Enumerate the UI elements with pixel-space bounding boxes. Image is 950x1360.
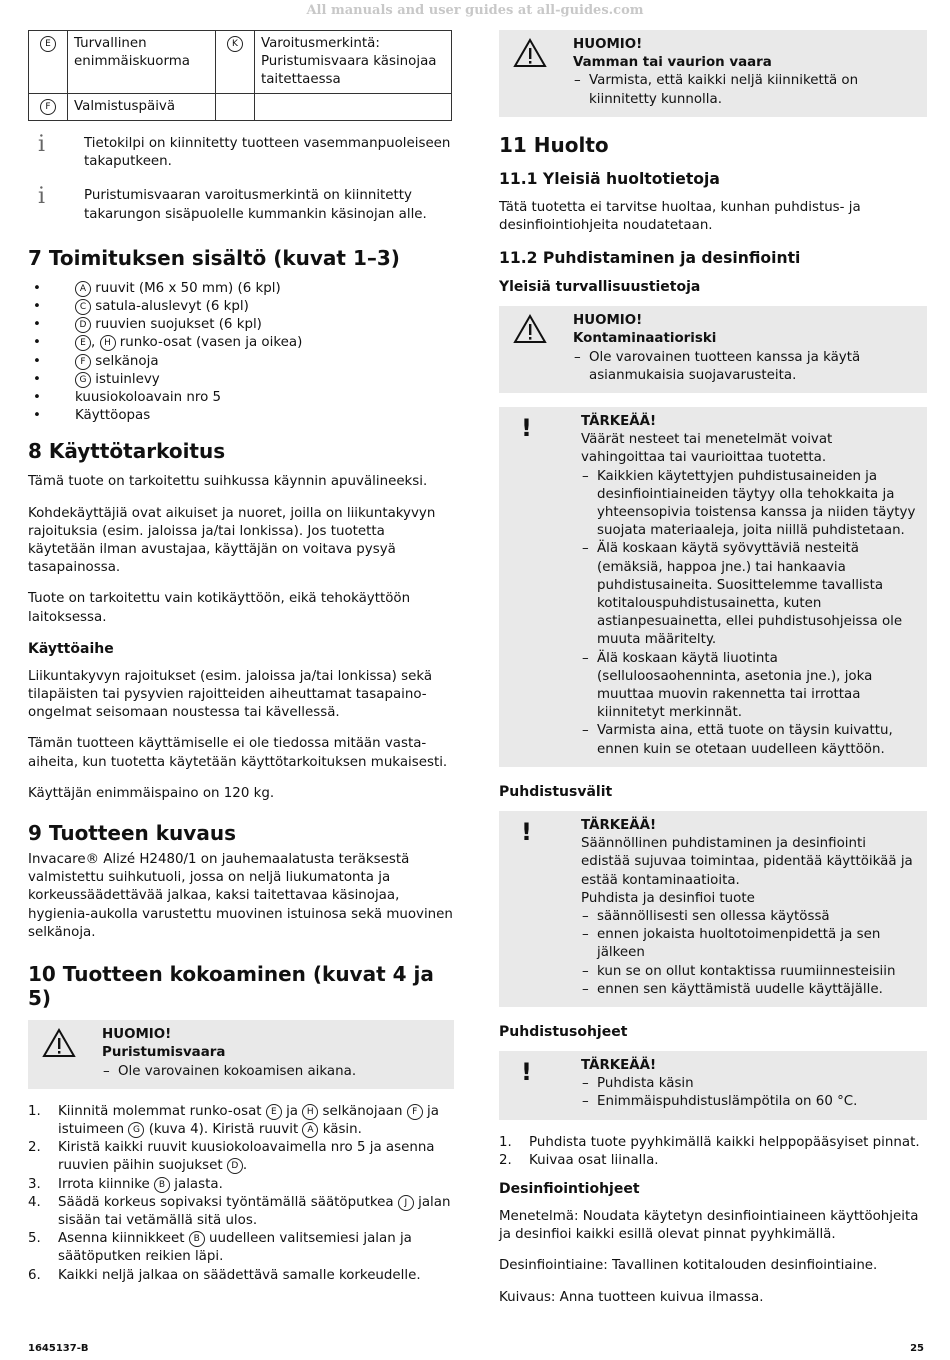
list-item: 2. Kiristä kaikki ruuvit kuusiokoloavaimella nro 5 ja asenna ruuvien päihin suojukset D . (28, 1140, 435, 1174)
box-heading: TÄRKEÄÄ! (581, 817, 657, 833)
letter-marker: K (227, 36, 243, 52)
delivery-list (28, 280, 454, 426)
box-item: – Ole varovainen kokoamisen aikana. (102, 1063, 446, 1081)
subheading: Yleisiä turvallisuustietoja (499, 279, 701, 296)
subsection-heading: 11.1 Yleisiä huoltotietoja (499, 169, 720, 188)
box-heading: TÄRKEÄÄ! (581, 414, 657, 430)
letter-marker: B (154, 1177, 170, 1193)
box-text: Väärät nesteet tai menetelmät voivat vahingoittaa tai vaurioittaa tuotetta. (581, 432, 833, 466)
exclamation-icon: ! (521, 817, 532, 846)
box-heading: HUOMIO! (573, 37, 643, 52)
cleaning-steps (499, 1134, 927, 1170)
box-item: – Kaikkien käytettyjen puhdistusaineiden ja desinfiointiaineiden täytyy olla tehokkaita ja yhteensopivia toistensa kanssa ja niiden täytyy suojata materiaaleja, joita niillä puhdistetaan. (581, 468, 919, 541)
list-item: • D ruuvien suojukset (6 kpl) (28, 316, 454, 334)
caution-box (499, 306, 927, 393)
letter-marker: D (75, 317, 91, 333)
paragraph: Liikuntakyvyn rajoitukset (esim. jaloissa ja/tai lonkissa) sekä tilapäisten tai pysyvien rajoitteiden aiheuttamat tasapaino-ongelmat seisomaan noustessa tai kävellessä. (28, 668, 433, 721)
box-item: – Älä koskaan käytä liuotinta (selluloosaohenninta, asetonia jne.), joka muuttaa muovin rakennetta tai irrottaa kiinnitetyt merkinnät. (581, 650, 919, 723)
warning-triangle-icon (507, 36, 573, 109)
paragraph: Kohdekäyttäjiä ovat aikuiset ja nuoret, joilla on liikuntakyvyn rajoituksia (esim. jaloissa ja/tai lonkissa). Jos tuotetta käytetään ilman avustajaa, käyttäjän on voitava pysyä tasapainossa. (28, 505, 436, 576)
assembly-steps (28, 1103, 454, 1285)
info-note (28, 184, 454, 223)
list-item: • C satula-aluslevyt (6 kpl) (28, 298, 454, 316)
list-item: • A ruuvit (M6 x 50 mm) (6 kpl) (28, 280, 454, 298)
paragraph: Tämä tuote on tarkoitettu suihkussa käynnin apuvälineeksi. (28, 474, 428, 490)
table-cell: Turvallinen enimmäiskuorma (68, 31, 216, 94)
box-item: – Enimmäispuhdistuslämpötila on 60 °C. (581, 1093, 919, 1111)
paragraph: Desinfiointiaine: Tavallinen kotitalouden desinfiointiaine. (499, 1258, 878, 1274)
section-heading: 8 Käyttötarkoitus (28, 439, 226, 464)
list-item: 2. Kuivaa osat liinalla. (499, 1152, 659, 1168)
box-item: – säännöllisesti sen ollessa käytössä (581, 908, 919, 926)
letter-marker: E (40, 36, 56, 52)
important-box (499, 811, 927, 1007)
important-box (499, 1051, 927, 1120)
list-item: 5. Asenna kiinnikkeet B uudelleen valitsemiesi jalan ja säätöputken reikien läpi. (28, 1231, 412, 1265)
list-item: • Käyttöopas (28, 407, 454, 425)
subsection-heading: 11.2 Puhdistaminen ja desinfiointi (499, 249, 801, 268)
paragraph: Menetelmä: Noudata käytetyn desinfiointiaineen käyttöohjeita ja desinfioi kaikki esillä olevat pinnat pyyhkimällä. (499, 1208, 919, 1243)
box-item: – Puhdista käsin (581, 1075, 919, 1093)
subheading: Käyttöaihe (28, 640, 114, 657)
section-heading: 10 Tuotteen kokoaminen (kuvat 4 ja 5) (28, 962, 434, 1011)
subheading: Desinfiointiohjeet (499, 1180, 640, 1197)
section-heading: 11 Huolto (499, 132, 609, 157)
box-item: – Varmista aina, että tuote on täysin kuivattu, ennen kuin se otetaan uudelleen käyttöön. (581, 722, 919, 758)
table-cell: Valmistuspäivä (68, 94, 216, 121)
letter-marker: C (75, 299, 91, 315)
warning-triangle-icon (36, 1026, 102, 1081)
document-code: 1645137-B (28, 1343, 89, 1354)
list-item: 4. Säädä korkeus sopivaksi työntämällä säätöputkea J jalan sisään tai vetämällä sitä ulos. (28, 1194, 451, 1228)
letter-marker: J (398, 1195, 414, 1211)
box-subheading: Puristumisvaara (102, 1045, 226, 1061)
section-heading: 9 Tuotteen kuvaus (28, 821, 236, 846)
important-box (499, 407, 927, 767)
letter-marker: E (75, 335, 91, 351)
letter-marker: H (100, 335, 116, 351)
caution-box (28, 1020, 454, 1089)
paragraph: Tätä tuotetta ei tarvitse huoltaa, kunhan puhdistus- ja desinfiointiohjeita noudatetaan. (499, 199, 861, 234)
left-column (28, 30, 454, 1295)
table-cell: Varoitusmerkintä: Puristumisvaara käsinojaa taitettaessa (254, 31, 451, 94)
box-heading: HUOMIO! (573, 313, 643, 329)
letter-marker: E (266, 1104, 282, 1120)
list-item: • F selkänoja (28, 353, 454, 371)
letter-marker: D (227, 1158, 243, 1174)
paragraph: Kuivaus: Anna tuotteen kuivua ilmassa. (499, 1289, 764, 1305)
letter-marker: G (128, 1122, 144, 1138)
box-item: – Varmista, että kaikki neljä kiinnikettä on kiinnitetty kunnolla. (573, 72, 919, 108)
page-number: 25 (910, 1343, 924, 1354)
paragraph: Tuote on tarkoitettu vain kotikäyttöön, eikä tehokäyttöön laitoksessa. (28, 591, 411, 625)
box-subheading: Kontaminaatioriski (573, 331, 717, 347)
list-item: • kuusiokoloavain nro 5 (28, 389, 454, 407)
box-item: – ennen jokaista huoltotoimenpidettä ja sen jälkeen (581, 926, 919, 962)
box-item: – Älä koskaan käytä syövyttäviä nesteitä (emäksiä, happoa jne.) tai hankaavia puhdistusaineita. Suosittelemme tavallista kotitalouspuhdistusainetta, kuten astianpesuainetta, ellei puhdistusohjeissa ole muuta määritelty. (581, 540, 919, 649)
info-note (28, 132, 454, 171)
letter-marker: B (189, 1231, 205, 1247)
box-subheading: Vamman tai vaurion vaara (573, 55, 772, 71)
exclamation-icon: ! (521, 414, 532, 443)
box-heading: TÄRKEÄÄ! (581, 1057, 657, 1073)
letter-marker: G (75, 372, 91, 388)
list-item: 1. Kiinnitä molemmat runko-osat E ja H selkänojaan F ja istuimeen G (kuva 4). Kiristä ruuvit A käsin. (28, 1103, 439, 1137)
watermark: All manuals and user guides at all-guides.com (306, 3, 644, 18)
info-icon: i (38, 184, 46, 210)
box-text: Säännöllinen puhdistaminen ja desinfiointi edistää sujuvaa toimintaa, pidentää käyttöikää ja estää kontaminaatioita. (581, 836, 913, 888)
section-heading: 7 Toimituksen sisältö (kuvat 1–3) (28, 245, 400, 270)
table-row (29, 31, 452, 94)
subheading: Puhdistusohjeet (499, 1023, 628, 1040)
letter-marker: A (302, 1122, 318, 1138)
caution-box (499, 30, 927, 117)
paragraph: Käyttäjän enimmäispaino on 120 kg. (28, 785, 275, 801)
warning-triangle-icon (507, 312, 573, 385)
list-item: 6. Kaikki neljä jalkaa on säädettävä samalle korkeudelle. (28, 1267, 421, 1283)
table-row (29, 94, 452, 121)
right-column (499, 30, 927, 1320)
letter-marker: F (407, 1104, 423, 1120)
letter-marker: A (75, 281, 91, 297)
list-item: 3. Irrota kiinnike B jalasta. (28, 1176, 223, 1192)
letter-marker: F (40, 99, 56, 115)
info-icon: i (38, 132, 46, 157)
box-item: – kun se on ollut kontaktissa ruumiinnesteisiin (581, 963, 919, 981)
list-item: 1. Puhdista tuote pyyhkimällä kaikki helppopääsyiset pinnat. (499, 1134, 920, 1150)
letter-marker: F (75, 354, 91, 370)
box-heading: HUOMIO! (102, 1027, 172, 1043)
box-item: – Ole varovainen tuotteen kanssa ja käytä asianmukaisia suojavarusteita. (573, 349, 919, 385)
paragraph: Tämän tuotteen käyttämiselle ei ole tiedossa mitään vasta-aiheita, kun tuotetta käytetään käyttötarkoituksen mukaisesti. (28, 736, 448, 770)
exclamation-icon: ! (521, 1057, 532, 1086)
subheading: Puhdistusvälit (499, 783, 613, 800)
list-item: • G istuinlevy (28, 371, 454, 389)
label-table (28, 30, 452, 121)
box-text: Puhdista ja desinfioi tuote (581, 890, 755, 906)
paragraph: Invacare® Alizé H2480/1 on jauhemaalatusta teräksestä valmistettu suihkutuoli, jossa on neljä liukumatonta ja korkeussäädettävää jalkaa, kaksi taitettavaa käsinojaa, hygienia-aukolla varustettu muovinen istuinosa sekä muovinen selkänoja. (28, 852, 453, 940)
info-note-text: Puristumisvaaran varoitusmerkintä on kiinnitetty takarungon sisäpuolelle kummankin käsinojan alle. (84, 188, 427, 222)
box-item: – ennen sen käyttämistä uudelle käyttäjälle. (581, 981, 919, 999)
letter-marker: H (302, 1104, 318, 1120)
list-item: • E , H runko-osat (vasen ja oikea) (28, 334, 454, 352)
info-note-text: Tietokilpi on kiinnitetty tuotteen vasemmanpuoleiseen takaputkeen. (84, 136, 451, 170)
